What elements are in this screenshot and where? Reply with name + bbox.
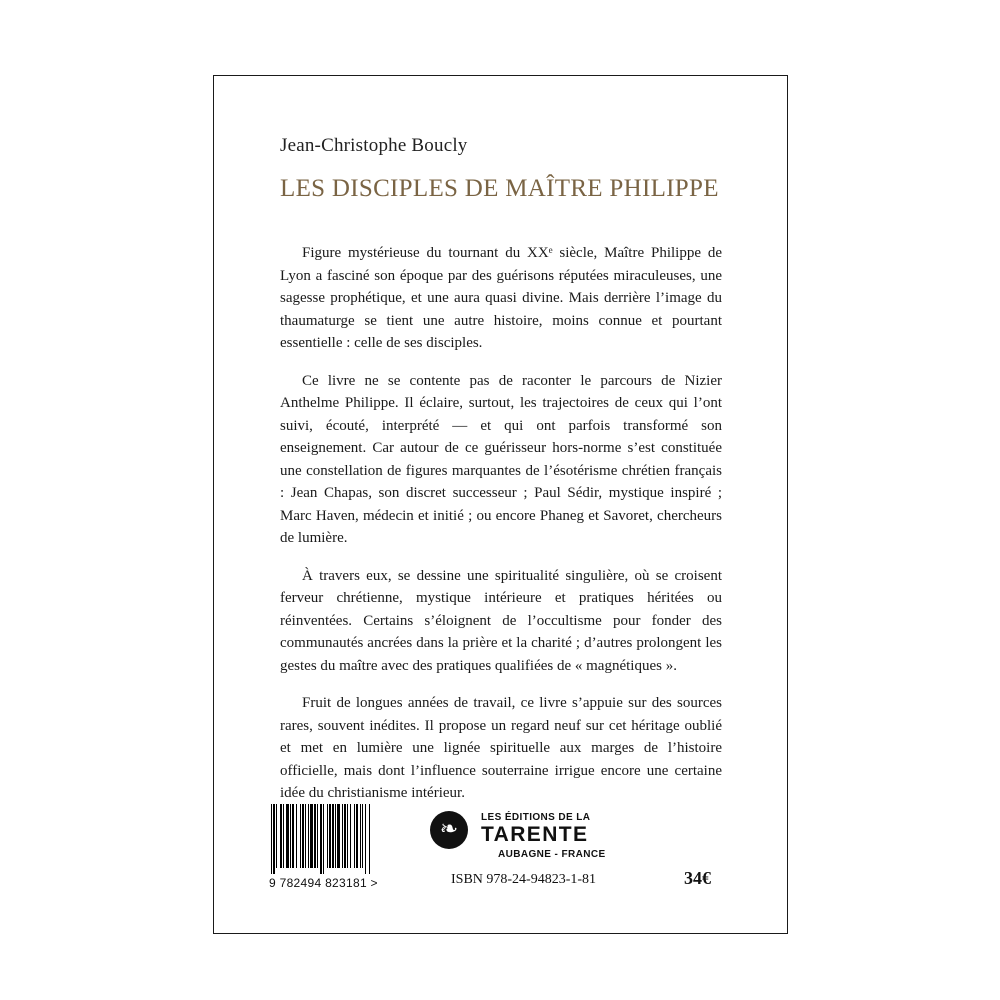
barcode-bar xyxy=(283,804,284,868)
barcode-bar xyxy=(329,804,331,868)
barcode-bar xyxy=(290,804,291,868)
barcode-bar xyxy=(271,804,272,874)
barcode-bar xyxy=(365,804,366,874)
barcode-bar xyxy=(273,804,275,874)
barcode-digits: 9 782494 823181 > xyxy=(269,876,378,890)
barcode-bar xyxy=(300,804,301,868)
barcode-block xyxy=(269,804,409,890)
barcode-bar xyxy=(323,804,324,874)
barcode-bar xyxy=(327,804,328,868)
blurb xyxy=(280,242,722,820)
barcode-bar xyxy=(347,804,348,868)
barcode-bar xyxy=(320,804,322,874)
publisher-location: AUBAGNE - FRANCE xyxy=(498,849,606,860)
barcode-bar xyxy=(314,804,316,868)
book-back-cover xyxy=(213,75,788,934)
barcode-bar xyxy=(296,804,297,868)
barcode-bar xyxy=(369,804,370,874)
barcode-bar xyxy=(344,804,346,868)
barcode-bar xyxy=(286,804,289,868)
barcode-bar xyxy=(350,804,351,868)
author-name: Jean-Christophe Boucly xyxy=(280,135,468,156)
publisher-name: TARENTE xyxy=(481,823,589,846)
barcode-bar xyxy=(332,804,334,868)
barcode-bar xyxy=(342,804,343,868)
barcode-bar xyxy=(310,804,313,868)
barcode-bar xyxy=(335,804,336,868)
barcode-bar xyxy=(308,804,309,868)
salamander-icon: ❧ xyxy=(430,811,468,849)
blurb-paragraph-3: À travers eux, se dessine une spiritualité singulière, où se croisent ferveur chrétienne, mystique intérieure et pratiques héritées ou réinventées. Certains s’éloignent de l’occultisme pour fonder des communautés ancrées dans la prière et la charité ; d’autres prolongent les gestes du maître avec des pratiques qualifiées de « magnétiques ». xyxy=(280,567,722,674)
isbn: ISBN 978-24-94823-1-81 xyxy=(451,872,597,887)
barcode-bar xyxy=(280,804,282,868)
barcode-bar xyxy=(317,804,318,868)
barcode-bar xyxy=(302,804,304,868)
barcode xyxy=(269,804,399,874)
price: 34€ xyxy=(684,868,711,888)
blurb-paragraph-2: Ce livre ne se contente pas de raconter le parcours de Nizier Anthelme Philippe. Il éclaire, surtout, les trajectoires de ceux qui l’ont suivi, écouté, interprété — et qui ont parfois transformé son enseignement. Car autour de ce guérisseur hors-norme s’est constituée une constellation de figures marquantes de l’ésotérisme chrétien français : Jean Chapas, son discret successeur ; Paul Sédir, mystique inspiré ; Marc Haven, médecin et initié ; ou encore Phaneg et Savoret, chercheurs de lumière. xyxy=(280,372,722,546)
barcode-bar xyxy=(354,804,355,868)
publisher-logo xyxy=(430,811,610,871)
barcode-bar xyxy=(305,804,306,868)
barcode-bar xyxy=(362,804,363,868)
barcode-bar xyxy=(292,804,294,868)
barcode-bar xyxy=(337,804,340,868)
publisher-line-1: LES ÉDITIONS DE LA xyxy=(481,812,591,823)
blurb-paragraph-1: Figure mystérieuse du tournant du XXᵉ siècle, Maître Philippe de Lyon a fasciné son époque par des guérisons réputées miraculeuses, une sagesse prophétique, et une aura quasi divine. Mais derrière l’image du thaumaturge se tient une autre histoire, moins connue et pourtant essentielle : celle de ses disciples. xyxy=(280,245,722,351)
barcode-bar xyxy=(360,804,361,868)
barcode-bar xyxy=(356,804,358,868)
barcode-bar xyxy=(276,804,277,868)
book-title: LES DISCIPLES DE MAÎTRE PHILIPPE xyxy=(280,175,719,202)
blurb-paragraph-4: Fruit de longues années de travail, ce livre s’appuie sur des sources rares, souvent inédites. Il propose un regard neuf sur cet héritage oublié et met en lumière une lignée spirituelle aux marges de l’histoire officielle, mais dont l’influence souterraine irrigue encore une certaine idée du christianisme intérieur. xyxy=(280,695,722,801)
